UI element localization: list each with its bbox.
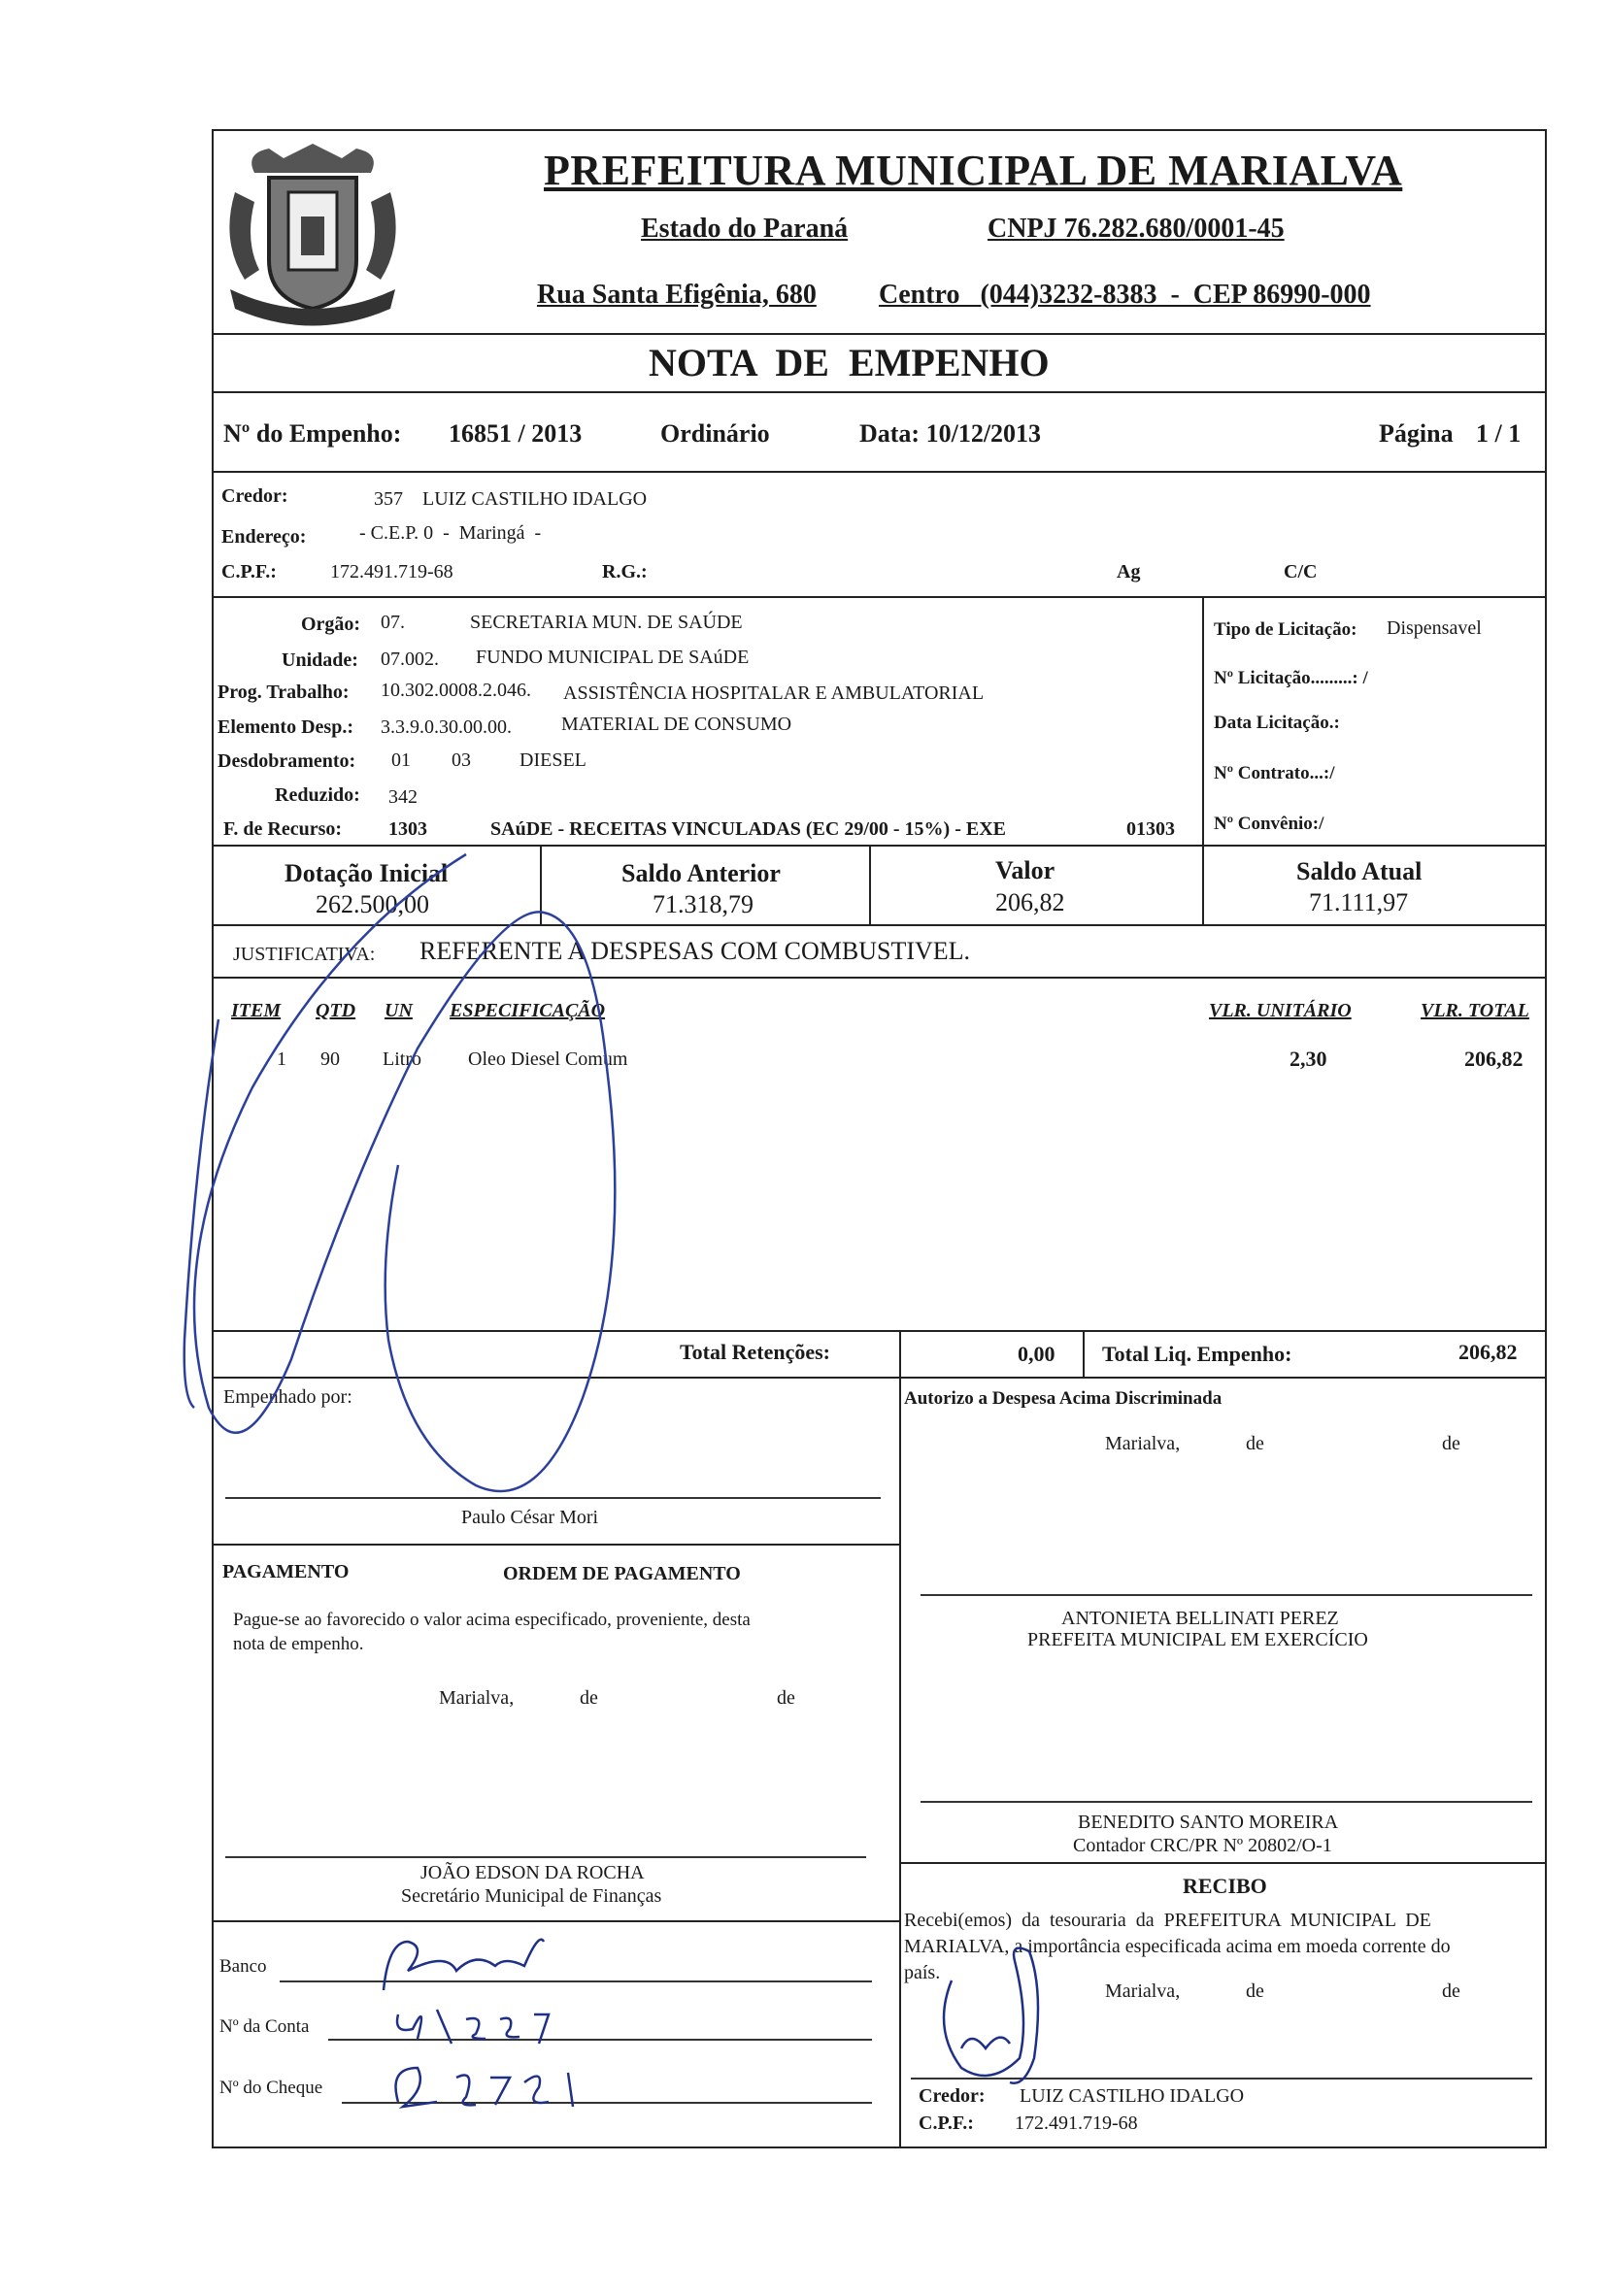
col-item: ITEM (231, 1000, 282, 1021)
rg-label: R.G.: (602, 561, 648, 582)
prefeita-cargo: PREFEITA MUNICIPAL EM EXERCÍCIO (1027, 1629, 1368, 1650)
endereco-label: Endereço: (221, 526, 307, 548)
dotacao-value: 262.500,00 (316, 890, 429, 918)
recibo-line-3: país. (904, 1962, 941, 1983)
coat-of-arms-logo (216, 134, 410, 338)
empenho-number: 16851 / 2013 (449, 419, 583, 448)
empenhado-nome: Paulo César Mori (461, 1507, 599, 1528)
credor-name: LUIZ CASTILHO IDALGO (422, 488, 648, 510)
desdobramento-name: DIESEL (519, 749, 586, 771)
recurso-code2: 01303 (1126, 818, 1175, 840)
row-unit-value: 2,30 (1290, 1047, 1327, 1071)
row-un: Litro (383, 1048, 421, 1070)
col-vlr-unitario: VLR. UNITÁRIO (1209, 1000, 1352, 1021)
col-qtd: QTD (316, 1000, 356, 1021)
address-contact: Centro (044)3232-8383 - CEP 86990-000 (879, 280, 1371, 310)
orgao-code: 07. (381, 612, 405, 633)
saldo-atual-label: Saldo Atual (1296, 857, 1423, 885)
justificativa-text: REFERENTE A DESPESAS COM COMBUSTIVEL. (419, 937, 971, 965)
retencoes-label: Total Retenções: (680, 1340, 830, 1364)
contador-cargo: Contador CRC/PR Nº 20802/O-1 (1073, 1835, 1332, 1856)
document-title: NOTA DE EMPENHO (649, 341, 1050, 384)
col-especificacao: ESPECIFICAÇÃO (450, 1000, 606, 1021)
cheque-label: Nº do Cheque (219, 2078, 323, 2098)
recibo-cpf-label: C.P.F.: (919, 2113, 974, 2134)
state-label: Estado do Paraná (641, 214, 849, 244)
retencoes-value: 0,00 (1018, 1342, 1055, 1366)
licitacao-data: Data Licitação.: (1214, 713, 1340, 733)
liquido-value: 206,82 (1458, 1340, 1518, 1364)
prog-label: Prog. Trabalho: (218, 682, 350, 703)
saldo-atual-value: 71.111,97 (1309, 888, 1409, 916)
valor-value: 206,82 (995, 888, 1065, 916)
row-total-value: 206,82 (1464, 1047, 1524, 1071)
empenho-number-label: Nº do Empenho: (223, 419, 402, 448)
row-especificacao: Oleo Diesel Comum (468, 1048, 628, 1070)
empenhado-label: Empenhado por: (223, 1386, 352, 1408)
justificativa-label: JUSTIFICATIVA: (233, 944, 376, 965)
licitacao-numero: Nº Licitação.........: / (1214, 668, 1368, 688)
col-vlr-total: VLR. TOTAL (1421, 1000, 1529, 1021)
pagamento-texto-1: Pague-se ao favorecido o valor acima especificado, proveniente, desta (233, 1610, 751, 1630)
pag-de-1: de (580, 1687, 598, 1709)
unidade-code: 07.002. (381, 649, 439, 670)
row-item: 1 (277, 1048, 286, 1070)
saldo-anterior-value: 71.318,79 (653, 890, 754, 918)
recibo-line-1: Recebi(emos) da tesouraria da PREFEITURA MUNICIPAL DE (904, 1910, 1431, 1931)
credor-label: Credor: (221, 485, 288, 507)
account-label: C/C (1284, 561, 1318, 582)
prefeita-nome: ANTONIETA BELLINATI PEREZ (1061, 1608, 1339, 1629)
aut-de-2: de (1442, 1433, 1460, 1454)
banco-label: Banco (219, 1956, 267, 1977)
recibo-credor-label: Credor: (919, 2085, 986, 2107)
page-number: 1 / 1 (1476, 419, 1522, 448)
pagamento-label: PAGAMENTO (222, 1561, 350, 1582)
cpf-label: C.P.F.: (221, 561, 277, 582)
secretario-nome: JOÃO EDSON DA ROCHA (420, 1862, 645, 1883)
rec-de-1: de (1246, 1980, 1264, 2002)
recurso-code: 1303 (388, 818, 427, 840)
convenio-number: Nº Convênio:/ (1214, 814, 1324, 834)
recibo-title: RECIBO (1183, 1874, 1267, 1898)
ordem-pagamento-label: ORDEM DE PAGAMENTO (503, 1563, 741, 1584)
page-label: Página (1379, 419, 1454, 448)
autorizo-label: Autorizo a Despesa Acima Discriminada (904, 1388, 1223, 1409)
elemento-label: Elemento Desp.: (218, 716, 353, 738)
cnpj-label: CNPJ 76.282.680/0001-45 (988, 214, 1285, 244)
pag-de-2: de (777, 1687, 795, 1709)
secretario-cargo: Secretário Municipal de Finanças (401, 1885, 662, 1907)
empenho-date: Data: 10/12/2013 (859, 419, 1042, 448)
recibo-line-2: MARIALVA, a importância especificada acima em moeda corrente do (904, 1936, 1451, 1957)
credor-code: 357 (374, 488, 403, 510)
address-street: Rua Santa Efigênia, 680 (537, 280, 817, 310)
unidade-name: FUNDO MUNICIPAL DE SAúDE (476, 647, 750, 668)
municipality-title: PREFEITURA MUNICIPAL DE MARIALVA (544, 147, 1403, 194)
prog-name: ASSISTÊNCIA HOSPITALAR E AMBULATORIAL (563, 682, 985, 704)
contrato-number: Nº Contrato...:/ (1214, 763, 1335, 783)
rec-de-2: de (1442, 1980, 1460, 2002)
contador-nome: BENEDITO SANTO MOREIRA (1078, 1812, 1339, 1833)
elemento-code: 3.3.9.0.30.00.00. (381, 716, 512, 738)
liquido-label: Total Liq. Empenho: (1102, 1342, 1292, 1366)
recurso-name: SAúDE - RECEITAS VINCULADAS (EC 29/00 - 15%) - EXE (490, 818, 1006, 840)
reduzido-value: 342 (388, 786, 418, 808)
elemento-name: MATERIAL DE CONSUMO (561, 714, 792, 735)
orgao-name: SECRETARIA MUN. DE SAÚDE (470, 612, 743, 633)
reduzido-label: Reduzido: (275, 784, 360, 806)
dotacao-label: Dotação Inicial (285, 859, 449, 887)
valor-label: Valor (995, 856, 1055, 884)
rec-local: Marialva, (1105, 1980, 1181, 2002)
recurso-label: F. de Recurso: (223, 818, 343, 840)
col-un: UN (385, 1000, 413, 1021)
aut-de-1: de (1246, 1433, 1264, 1454)
recibo-cpf: 172.491.719-68 (1015, 2113, 1138, 2134)
empenho-type: Ordinário (660, 419, 770, 448)
recibo-credor: LUIZ CASTILHO IDALGO (1020, 2085, 1245, 2107)
saldo-anterior-label: Saldo Anterior (621, 859, 781, 887)
prog-code: 10.302.0008.2.046. (381, 680, 531, 701)
aut-local: Marialva, (1105, 1433, 1181, 1454)
desdobramento-label: Desdobramento: (218, 750, 356, 772)
licitacao-tipo: Dispensavel (1387, 617, 1482, 639)
orgao-label: Orgão: (301, 614, 361, 635)
licitacao-tipo-label: Tipo de Licitação: (1214, 619, 1357, 640)
unidade-label: Unidade: (282, 649, 358, 671)
desdobramento-b: 03 (452, 749, 471, 771)
credor-endereco: - C.E.P. 0 - Maringá - (359, 522, 542, 544)
credor-cpf: 172.491.719-68 (330, 561, 453, 582)
pag-local: Marialva, (439, 1687, 515, 1709)
desdobramento-a: 01 (391, 749, 411, 771)
pagamento-texto-2: nota de empenho. (233, 1634, 364, 1654)
row-qtd: 90 (320, 1048, 340, 1070)
conta-label: Nº da Conta (219, 2016, 310, 2037)
agency-label: Ag (1117, 561, 1141, 582)
